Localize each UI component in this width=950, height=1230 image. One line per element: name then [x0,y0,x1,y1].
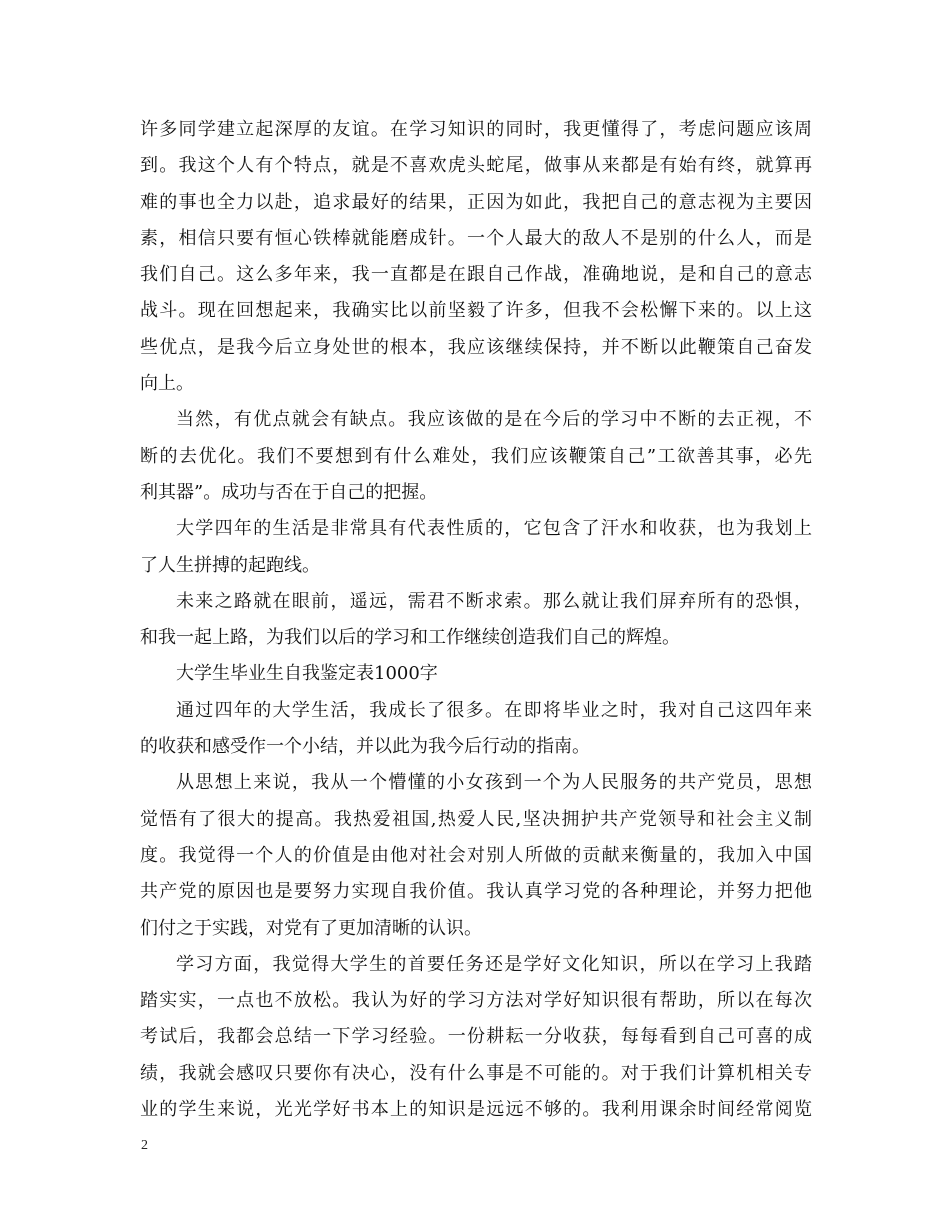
text-line: 觉悟有了很大的提高。我热爱祖国,热爱人民,坚决拥护共产党领导和社会主义制 [140,808,812,830]
text-line: 共产党的原因也是要努力实现自我价值。我认真学习党的各种理论，并努力把他 [140,881,812,903]
text-line: 当然，有优点就会有缺点。我应该做的是在今后的学习中不断的去正视，不 [176,409,812,431]
text-line: 利其器”。成功与否在于自己的把握。 [140,481,438,503]
text-line: 些优点，是我今后立身处世的根本，我应该继续保持，并不断以此鞭策自己奋发 [140,336,812,358]
page-number: 2 [141,1138,148,1153]
text-line: 我们自己。这么多年来，我一直都是在跟自己作战，准确地说，是和自己的意志 [140,264,812,286]
text-line: 度。我觉得一个人的价值是由他对社会对别人所做的贡献来衡量的，我加入中国 [140,844,812,866]
text-line: 通过四年的大学生活，我成长了很多。在即将毕业之时，我对自己这四年来 [176,699,812,721]
text-line: 绩，我就会感叹只要你有决心，没有什么事是不可能的。对于我们计算机相关专 [140,1062,812,1084]
text-line: 向上。 [140,373,194,395]
text-line: 从思想上来说，我从一个懵懂的小女孩到一个为人民服务的共产党员，思想 [176,772,812,794]
text-line: 们付之于实践，对党有了更加清晰的认识。 [140,917,482,939]
text-line: 断的去优化。我们不要想到有什么难处，我们应该鞭策自己”工欲善其事，必先 [140,445,812,467]
text-line: 和我一起上路，为我们以后的学习和工作继续创造我们自己的辉煌。 [140,627,680,649]
text-line: 的收获和感受作一个小结，并以此为我今后行动的指南。 [140,736,590,758]
text-line: 踏实实，一点也不放松。我认为好的学习方法对学好知识很有帮助，所以在每次 [140,990,812,1012]
text-line: 难的事也全力以赴，追求最好的结果，正因为如此，我把自己的意志视为主要因 [140,191,812,213]
text-line: 了人生拼搏的起跑线。 [140,554,320,576]
text-line: 战斗。现在回想起来，我确实比以前坚毅了许多，但我不会松懈下来的。以上这 [140,300,812,322]
text-line: 许多同学建立起深厚的友谊。在学习知识的同时，我更懂得了，考虑问题应该周 [140,119,812,140]
text-line: 业的学生来说，光光学好书本上的知识是远远不够的。我利用课余时间经常阅览 [140,1099,812,1121]
text-line: 考试后，我都会总结一下学习经验。一份耕耘一分收获，每每看到自己可喜的成 [140,1026,812,1048]
text-line: 大学四年的生活是非常具有代表性质的，它包含了汗水和收获，也为我划上 [176,518,812,540]
text-line: 素，相信只要有恒心铁棒就能磨成针。一个人最大的敌人不是别的什么人，而是 [140,227,812,249]
document-body [140,112,812,1128]
text-line: 大学生毕业生自我鉴定表1000字 [176,663,438,685]
text-line: 到。我这个人有个特点，就是不喜欢虎头蛇尾，做事从来都是有始有终，就算再 [140,155,812,177]
text-line: 学习方面，我觉得大学生的首要任务还是学好文化知识，所以在学习上我踏 [176,953,812,975]
text-line: 未来之路就在眼前，遥远，需君不断求索。那么就让我们屏弃所有的恐惧， [176,590,812,612]
